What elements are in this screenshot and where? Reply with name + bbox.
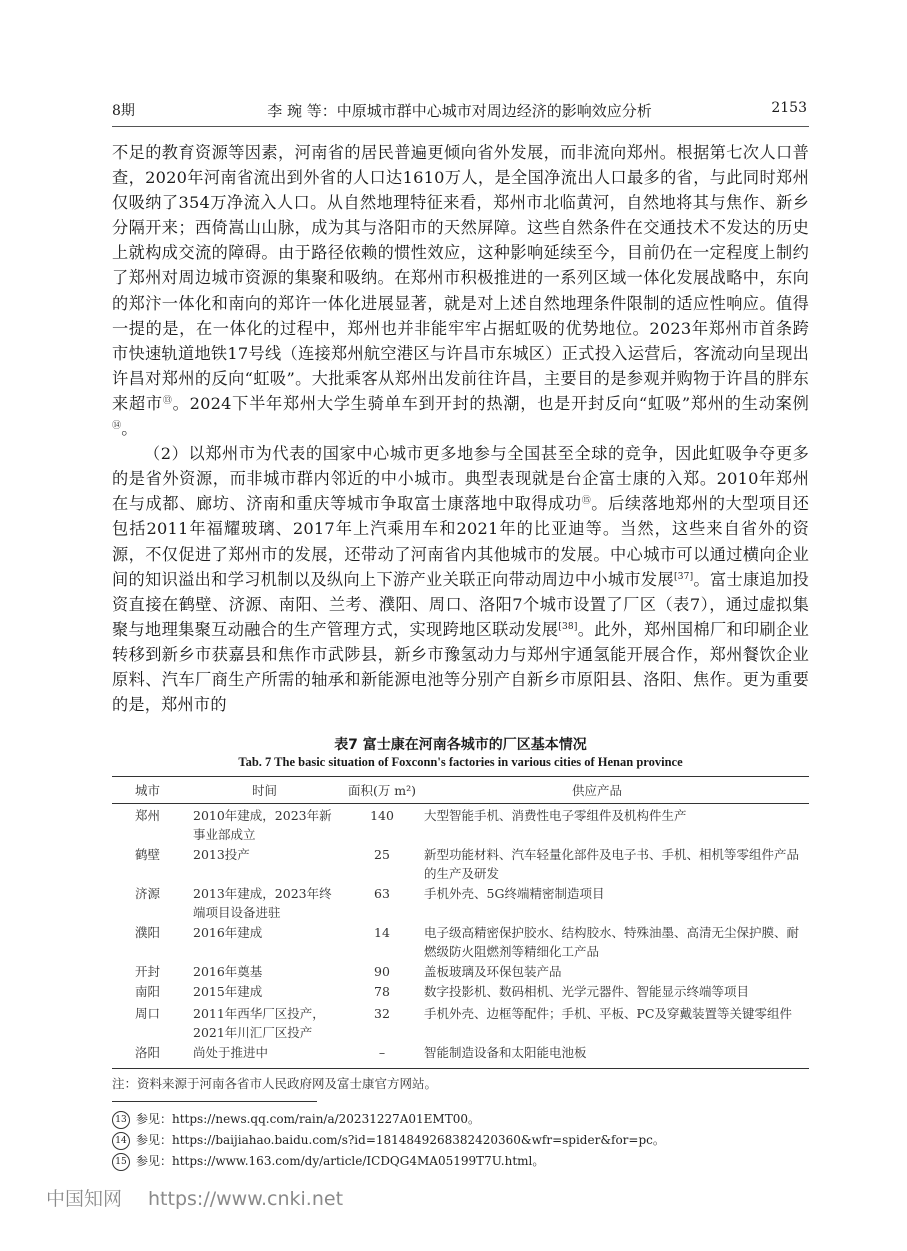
cell-products: 手机外壳、边框等配件；手机、平板、PC及穿戴装置等关键零组件	[424, 1006, 792, 1021]
cell-time: 2015年建成	[193, 984, 263, 999]
paragraph-text: （2）以郑州市为代表的国家中心城市更多地参与全国甚至全球的竞争，因此虹吸争夺更多的是省外资源，而非城市群内邻近的中小城市。典型表现就是台企富士康的入郑。2010年郑州在与成都、廊坊、济南和重庆等城市争取富士康落地中取得成功	[112, 444, 809, 514]
running-head	[112, 100, 807, 122]
paragraph-text: 。富士康追加投资直接在鹤壁、济源、南阳、兰考、濮阳、周口、洛阳7个城市设置了厂区（表7），通过虚拟集聚与地理集聚互动融合的生产管理方式，实现跨地区联动发展	[112, 569, 809, 639]
cell-time: 2013年建成，2023年终端项目设备进驻	[193, 886, 332, 920]
table-bottom-rule	[112, 1068, 809, 1069]
paragraph-text: 不足的教育资源等因素，河南省的居民普遍更倾向省外发展，而非流向郑州。根据第七次人口普查，2020年河南省流出到外省的人口达1610万人，是全国净流出人口最多的省，与此同时郑州仅吸纳了354万净流入人口。从自然地理特征来看，郑州市北临黄河，自然地将其与焦作、新乡分隔开来；西倚嵩山山脉，成为其与洛阳市的天然屏障。这些自然条件在交通技术不发达的历史上就构成交流的障碍。由于路径依赖的惯性效应，这种影响延续至今，目前仍在一定程度上制约了郑州对周边城市资源的集聚和吸纳。在郑州市积极推进的一系列区域一体化发展战略中，东向的郑汴一体化和南向的郑许一体化进展显著，就是对上述自然地理条件限制的适应性响应。值得一提的是，在一体化的过程中，郑州也并非能牢牢占据虹吸的优势地位。2023年郑州市首条跨市快速轨道地铁17号线（连接郑州航空港区与许昌市东城区）正式投入运营后，客流动向呈现出许昌对郑州的反向“虹吸”。大批乘客从郑州出发前往许昌，主要目的是参观并购物于许昌的胖东来超市	[112, 143, 809, 413]
cell-city: 鹤壁	[135, 847, 161, 862]
body-text	[112, 140, 809, 717]
paragraph-text: 。	[121, 419, 138, 439]
citation-ref-38[interactable]: [38]	[558, 621, 578, 632]
issue-label: 8期	[112, 103, 135, 119]
paragraph-text: 。后续落地郑州的大型项目还包括2011年福耀玻璃、2017年上汽乘用车和2021年的比亚迪等。当然，这些来自省外的资源，不仅促进了郑州市的发展，还带动了河南省内其他城市的发展。中心城市可以通过横向企业间的知识溢出和学习机制以及纵向上下游产业关联正向带动周边中小城市发展	[112, 494, 809, 589]
cell-area: 63	[374, 886, 390, 901]
footnote-14	[112, 1130, 665, 1151]
footnote-link[interactable]: 参见：https://www.163.com/dy/article/ICDQG4MA05199T7U.html。	[136, 1154, 545, 1168]
footnote-number: 13	[112, 1111, 130, 1129]
cell-city: 洛阳	[135, 1045, 161, 1060]
cell-time: 尚处于推进中	[193, 1045, 269, 1060]
cell-area: 78	[374, 984, 390, 999]
table-note: 注：资料来源于河南各省市人民政府网及富士康官方网站。	[112, 1076, 438, 1091]
header-rule	[112, 126, 809, 127]
footnote-ref-15[interactable]: ⑮	[581, 496, 592, 507]
cell-products: 大型智能手机、消费性电子零组件及机构件生产	[424, 808, 687, 823]
cell-area: 32	[374, 1006, 390, 1021]
page-number: 2153	[771, 100, 807, 116]
cell-products: 电子级高精密保护胶水、结构胶水、特殊油墨、高清无尘保护膜、耐燃级防火阻燃剂等精细化工产品	[424, 925, 800, 959]
table-top-rule	[112, 776, 809, 777]
cell-products: 智能制造设备和太阳能电池板	[424, 1045, 587, 1060]
header-city: 城市	[135, 783, 161, 798]
cell-city: 济源	[135, 886, 161, 901]
cell-city: 郑州	[135, 808, 161, 823]
footnote-ref-14[interactable]: ⑭	[112, 421, 122, 432]
cell-area: 140	[370, 808, 394, 823]
article-running-title: 李 琬 等：中原城市群中心城市对周边经济的影响效应分析	[267, 102, 652, 120]
cnki-watermark	[46, 1184, 343, 1211]
cell-time: 2016年建成	[193, 925, 263, 940]
cnki-url[interactable]: https://www.cnki.net	[148, 1188, 344, 1210]
footnotes	[112, 1109, 665, 1172]
footnote-number: 14	[112, 1132, 130, 1150]
cell-city: 开封	[135, 964, 161, 979]
cell-city: 濮阳	[135, 925, 161, 940]
footnote-rule	[112, 1101, 317, 1102]
cell-time: 2013投产	[193, 847, 250, 862]
cell-time: 2016年奠基	[193, 964, 263, 979]
cell-area: 90	[374, 964, 390, 979]
cell-products: 盖板玻璃及环保包装产品	[424, 964, 562, 979]
paragraph-2	[112, 441, 809, 717]
header-area: 面积(万 m²)	[347, 783, 417, 798]
cell-city: 周口	[135, 1006, 161, 1021]
paragraph-1	[112, 140, 809, 441]
cell-time: 2010年建成，2023年新事业部成立	[193, 808, 332, 842]
header-products: 供应产品	[572, 783, 623, 798]
cell-products: 手机外壳、5G终端精密制造项目	[424, 886, 605, 901]
cell-city: 南阳	[135, 984, 161, 999]
cell-products: 新型功能材料、汽车轻量化部件及电子书、手机、相机等零组件产品的生产及研发	[424, 847, 800, 881]
cnki-brand: 中国知网	[46, 1188, 123, 1210]
cell-products: 数字投影机、数码相机、光学元器件、智能显示终端等项目	[424, 984, 750, 999]
footnote-link[interactable]: 参见：https://news.qq.com/rain/a/20231227A01EMT00。	[136, 1112, 480, 1126]
table-header-rule	[112, 803, 809, 804]
paragraph-text: 。此外，郑州国棉厂和印刷企业转移到新乡市获嘉县和焦作市武陟县，新乡市豫氢动力与郑州宇通氢能开展合作，郑州餐饮企业原料、汽车厂商生产所需的轴承和新能源电池等分别产自新乡市原阳县、洛阳、焦作。更为重要的是，郑州市的	[112, 619, 809, 715]
footnote-ref-13[interactable]: ⑬	[162, 395, 173, 406]
cell-area: –	[378, 1045, 386, 1060]
citation-ref-37[interactable]: [37]	[674, 571, 694, 582]
table-title-en: Tab. 7 The basic situation of Foxconn's factories in various cities of Henan province	[238, 755, 683, 769]
paragraph-text: 。2024下半年郑州大学生骑单车到开封的热潮，也是开封反向“虹吸”郑州的生动案例	[172, 393, 809, 413]
footnote-15	[112, 1151, 665, 1172]
cell-time: 2011年西华厂区投产，2021年川汇厂区投产	[193, 1006, 325, 1040]
cell-area: 14	[374, 925, 390, 940]
table-title-cn: 表7 富士康在河南各城市的厂区基本情况	[334, 737, 587, 753]
footnote-13	[112, 1109, 665, 1130]
cell-area: 25	[374, 847, 390, 862]
footnote-link[interactable]: 参见：https://baijiahao.baidu.com/s?id=1814849268382420360&wfr=spider&for=pc。	[136, 1133, 665, 1147]
footnote-number: 15	[112, 1153, 130, 1171]
header-time: 时间	[252, 783, 278, 798]
